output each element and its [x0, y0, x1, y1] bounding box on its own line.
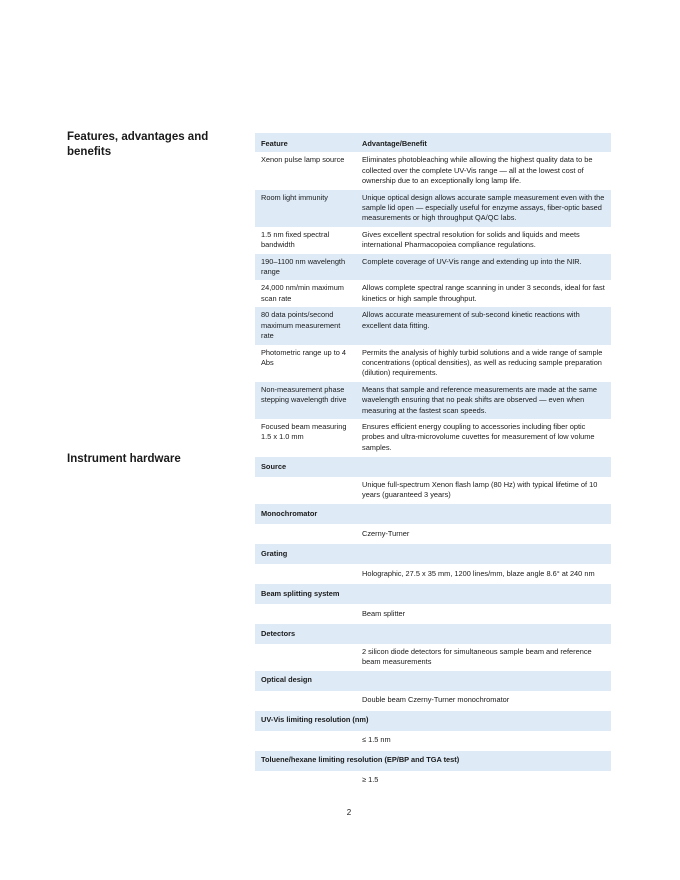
table-row: [255, 152, 611, 189]
table-row: [255, 307, 611, 344]
hardware-row-value: Double beam Czerny-Turner monochromator: [362, 695, 510, 705]
features-table-header: [255, 133, 611, 152]
hardware-row-label: Beam splitting system: [255, 584, 611, 604]
feature-cell: 80 data points/second maximum measurement rate: [261, 310, 341, 341]
hardware-row-label: UV-Vis limiting resolution (nm): [255, 711, 611, 731]
hardware-row-value-row: [255, 731, 611, 751]
hardware-row-value: ≥ 1.5: [362, 775, 379, 785]
hardware-row-value-row: [255, 644, 611, 671]
feature-cell: 1.5 nm fixed spectral bandwidth: [261, 229, 330, 250]
table-row: [255, 419, 611, 456]
hardware-row-label: Detectors: [255, 624, 611, 644]
benefit-cell: Unique optical design allows accurate sample measurement even with the sample lid open — especially useful for enzyme assays, fiber-optic based measurements or high throughput QA/QC labs.: [362, 192, 605, 223]
hardware-row-label: Source: [255, 457, 611, 477]
hardware-row-value: Czerny-Turner: [362, 528, 410, 538]
benefit-cell: Eliminates photobleaching while allowing the highest quality data to be collected over the complete UV-Vis range — all at the lowest cost of ownership due to an exceptionally long lamp life.: [362, 155, 593, 186]
hardware-row-value: Unique full-spectrum Xenon flash lamp (80 Hz) with typical lifetime of 10 years (guaranteed 3 years): [362, 480, 598, 500]
benefit-cell: Allows complete spectral range scanning in under 3 seconds, ideal for fast kinetics or high sample throughput.: [362, 283, 605, 303]
table-row: [255, 190, 611, 227]
hardware-row-value: 2 silicon diode detectors for simultaneous sample beam and reference beam measurements: [362, 646, 592, 667]
feature-cell: 24,000 nm/min maximum scan rate: [261, 283, 344, 303]
feature-cell: Room light immunity: [261, 192, 328, 202]
features-section-title: Features, advantages and benefits: [67, 131, 209, 158]
feature-cell: Focused beam measuring 1.5 x 1.0 mm: [261, 421, 347, 442]
hardware-row-value-row: [255, 564, 611, 584]
benefit-cell: Means that sample and reference measurements are made at the same wavelength ensuring that no peak shifts are observed — even when measuring at the fastest scan speeds.: [362, 384, 597, 415]
table-row: [255, 345, 611, 382]
hardware-row-label: Toluene/hexane limiting resolution (EP/BP and TGA test): [255, 751, 611, 771]
header-benefit: Advantage/Benefit: [362, 139, 427, 148]
page-number: 2: [346, 808, 352, 817]
feature-cell: Photometric range up to 4 Abs: [261, 347, 347, 367]
table-row: [255, 382, 611, 419]
hardware-row-value: Beam splitter: [362, 608, 406, 618]
hardware-row-label: Monochromator: [255, 504, 611, 524]
features-table: [255, 133, 611, 456]
table-row: [255, 227, 611, 254]
hardware-row-label: Optical design: [255, 671, 611, 691]
feature-cell: 190–1100 nm wavelength range: [261, 256, 346, 277]
hardware-row-value: ≤ 1.5 nm: [362, 735, 391, 745]
hardware-row-value: Holographic, 27.5 x 35 mm, 1200 lines/mm, blaze angle 8.6° at 240 nm: [362, 568, 595, 578]
benefit-cell: Allows accurate measurement of sub-second kinetic reactions with excellent data fitting.: [362, 310, 580, 330]
feature-cell: Non-measurement phase stepping wavelength drive: [261, 384, 347, 405]
hardware-row-value-row: [255, 604, 611, 624]
table-row: [255, 280, 611, 307]
hardware-row-value-row: [255, 771, 611, 791]
header-feature: Feature: [261, 139, 288, 148]
benefit-cell: Ensures efficient energy coupling to accessories including fiber optic probes and ultra-microvolume cuvettes for measurement of low volume samples.: [362, 421, 595, 452]
benefit-cell: Gives excellent spectral resolution for solids and liquids and meets international Pharmacopoiea compliance regulations.: [362, 229, 580, 250]
hardware-table: [255, 457, 611, 791]
benefit-cell: Permits the analysis of highly turbid solutions and a wide range of sample concentrations (optical densities), as well as reducing sample preparation (dilution) requirements.: [362, 347, 603, 378]
hardware-section-title: Instrument hardware: [67, 453, 181, 465]
hardware-row-value-row: [255, 524, 611, 544]
feature-cell: Xenon pulse lamp source: [261, 155, 345, 165]
hardware-row-value-row: [255, 691, 611, 711]
table-row: [255, 254, 611, 281]
hardware-row-label: Grating: [255, 544, 611, 564]
hardware-row-value-row: [255, 477, 611, 504]
benefit-cell: Complete coverage of UV-Vis range and extending up into the NIR.: [362, 256, 582, 266]
